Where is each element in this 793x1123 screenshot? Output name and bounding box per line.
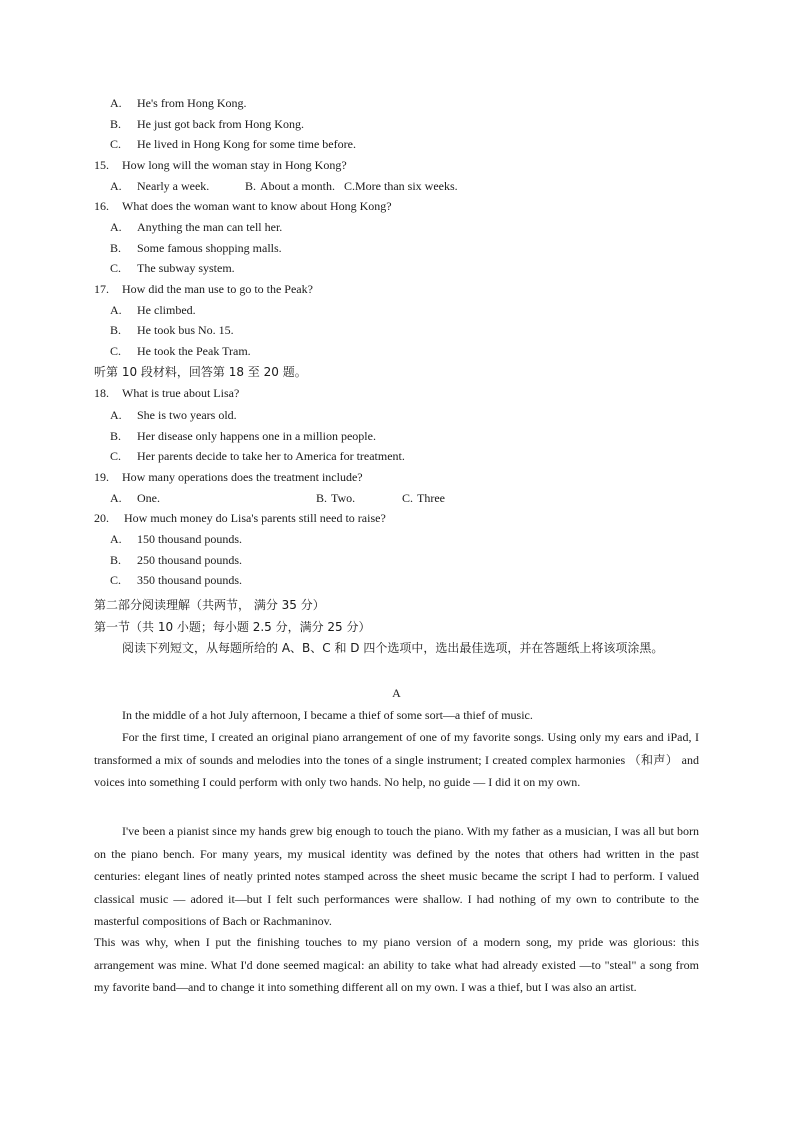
- passage-title: A: [392, 686, 401, 700]
- q17-option-a: A. He climbed.: [110, 303, 196, 317]
- q18-question: 18. What is true about Lisa?: [94, 386, 240, 400]
- q15-options: A. Nearly a week. B. About a month. C.More than six weeks.: [110, 179, 458, 193]
- q20-option-a: A. 150 thousand pounds.: [110, 532, 242, 546]
- q16-question: 16. What does the woman want to know about Hong Kong?: [94, 199, 392, 213]
- q16-option-a: A. Anything the man can tell her.: [110, 220, 283, 234]
- q17-option-c: C. He took the Peak Tram.: [110, 344, 251, 358]
- part2-section1-heading: 第一节（共 10 小题；每小题 2.5 分，满分 25 分）: [94, 620, 371, 634]
- part2-heading: 第二部分阅读理解（共两节， 满分 35 分）: [94, 598, 325, 612]
- q14-option-b: B. He just got back from Hong Kong.: [110, 117, 304, 131]
- part2-instruction: 阅读下列短文，从每题所给的 A、B、C 和 D 四个选项中，选出最佳选项，并在答题纸上将该项涂黑。: [122, 641, 664, 655]
- passage-paragraph-1: In the middle of a hot July afternoon, I became a thief of some sort—a thief of music.: [122, 708, 533, 722]
- q17-option-b: B. He took bus No. 15.: [110, 323, 234, 337]
- q18-option-a: A. She is two years old.: [110, 408, 237, 422]
- q17-question: 17. How did the man use to go to the Peak?: [94, 282, 313, 296]
- q18-option-c: C. Her parents decide to take her to America for treatment.: [110, 449, 405, 463]
- passage-paragraph-4: This was why, when I put the finishing touches to my piano version of a modern song, my pride was glorious: this arrangement was mine. What I'd done seemed magical: an ability to take what had already existed —to "steal" a song from my favorite band—and to change it into something different all on my own. I was a thief, but I was also an artist.: [94, 935, 699, 994]
- q20-question: 20. How much money do Lisa's parents still need to raise?: [94, 511, 386, 525]
- section-10-heading: 听第 10 段材料，回答第 18 至 20 题。: [94, 365, 307, 379]
- q15-question: 15. How long will the woman stay in Hong Kong?: [94, 158, 347, 172]
- q19-question: 19. How many operations does the treatment include?: [94, 470, 363, 484]
- q20-option-c: C. 350 thousand pounds.: [110, 573, 242, 587]
- q16-option-b: B. Some famous shopping malls.: [110, 241, 282, 255]
- q16-option-c: C. The subway system.: [110, 261, 235, 275]
- q19-options: A. One. B. Two. C. Three: [110, 491, 445, 505]
- q14-option-c: C. He lived in Hong Kong for some time before.: [110, 137, 356, 151]
- q18-option-b: B. Her disease only happens one in a million people.: [110, 429, 376, 443]
- passage-paragraph-2: For the first time, I created an original piano arrangement of one of my favorite songs. Using only my ears and iPad, I transformed a mix of sounds and melodies into the tones of a single instrument; I created complex harmonies （和声） and voices into something I could perform with only two hands. No help, no guide — I did it on my own.: [94, 730, 699, 789]
- q14-option-a: A. He's from Hong Kong.: [110, 96, 247, 110]
- passage-paragraph-3: I've been a pianist since my hands grew big enough to touch the piano. With my father as a musician, I was all but born on the piano bench. For many years, my musical identity was defined by the notes that others had written in the past centuries: elegant lines of neatly printed notes stamped across the sheet music became the script I had to perform. I valued classical music — adored it—but I felt such performances were shallow. I had nothing of my own to contribute to the masterful compositions of Bach or Rachmaninov.: [94, 824, 699, 928]
- q20-option-b: B. 250 thousand pounds.: [110, 553, 242, 567]
